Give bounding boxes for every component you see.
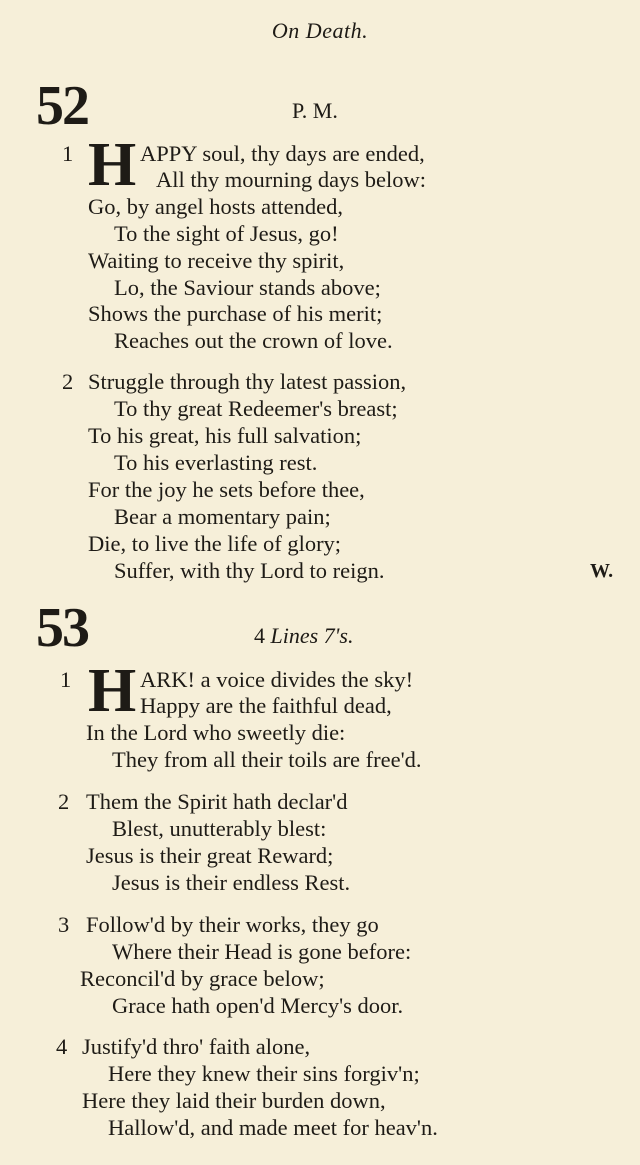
verse-line: Waiting to receive thy spirit, (88, 248, 345, 273)
verse-line: Go, by angel hosts attended, (88, 194, 343, 219)
hymn-number: 52 (36, 75, 88, 137)
verse-line: Follow'd by their works, they go (86, 912, 379, 937)
verse-line: To the sight of Jesus, go! (114, 221, 339, 246)
verse-number: 1 (60, 667, 72, 692)
verse-line: Suffer, with thy Lord to reign. (114, 558, 385, 583)
verse-line: Shows the purchase of his merit; (88, 301, 383, 326)
drop-cap: H (88, 657, 137, 725)
verse-line: All thy mourning days below: (156, 167, 426, 192)
verse-line: Grace hath open'd Mercy's door. (112, 993, 404, 1018)
verse-number: 4 (56, 1034, 68, 1059)
meter-prefix: 4 (254, 623, 265, 648)
verse-line: Them the Spirit hath declar'd (86, 789, 348, 814)
verse-line: Justify'd thro' faith alone, (82, 1034, 311, 1059)
verse-number: 3 (58, 912, 70, 937)
verse-line: Here they knew their sins forgiv'n; (108, 1061, 420, 1086)
hymn-meter (254, 623, 353, 649)
verse-line: Here they laid their burden down, (82, 1088, 386, 1113)
verse-line: Jesus is their great Reward; (86, 843, 334, 868)
verse-line: Reconcil'd by grace below; (80, 966, 325, 991)
verse-line: To thy great Redeemer's breast; (114, 396, 398, 421)
verse-line: Blest, unutterably blest: (112, 816, 327, 841)
verse-line: Jesus is their endless Rest. (112, 870, 351, 895)
hymn-meter: P. M. (292, 98, 338, 123)
verse-line: They from all their toils are free'd. (112, 747, 422, 772)
meter-text: Lines 7's. (270, 623, 354, 648)
verse-line: Where their Head is gone before: (112, 939, 412, 964)
verse-number: 2 (62, 369, 74, 394)
verse-line: To his everlasting rest. (114, 450, 318, 475)
running-head: On Death. (271, 18, 369, 43)
verse-line: Happy are the faithful dead, (140, 693, 392, 718)
verse-line: Hallow'd, and made meet for heav'n. (108, 1115, 438, 1140)
verse-line: To his great, his full salvation; (88, 423, 362, 448)
verse-line: Struggle through thy latest passion, (88, 369, 407, 394)
verse-line: Reaches out the crown of love. (114, 328, 393, 353)
verse-line: Die, to live the life of glory; (88, 531, 342, 556)
verse-line: Lo, the Saviour stands above; (114, 275, 381, 300)
verse-number: 1 (62, 141, 74, 166)
verse-line: APPY soul, thy days are ended, (140, 141, 425, 166)
verse-line: ARK! a voice divides the sky! (140, 667, 414, 692)
drop-cap: H (88, 131, 137, 199)
hymn-number: 53 (36, 597, 88, 659)
verse-number: 2 (58, 789, 70, 814)
verse-line: Bear a momentary pain; (114, 504, 331, 529)
verse-line: In the Lord who sweetly die: (86, 720, 346, 745)
verse-line: For the joy he sets before thee, (88, 477, 365, 502)
author-attribution: W. (590, 560, 614, 582)
